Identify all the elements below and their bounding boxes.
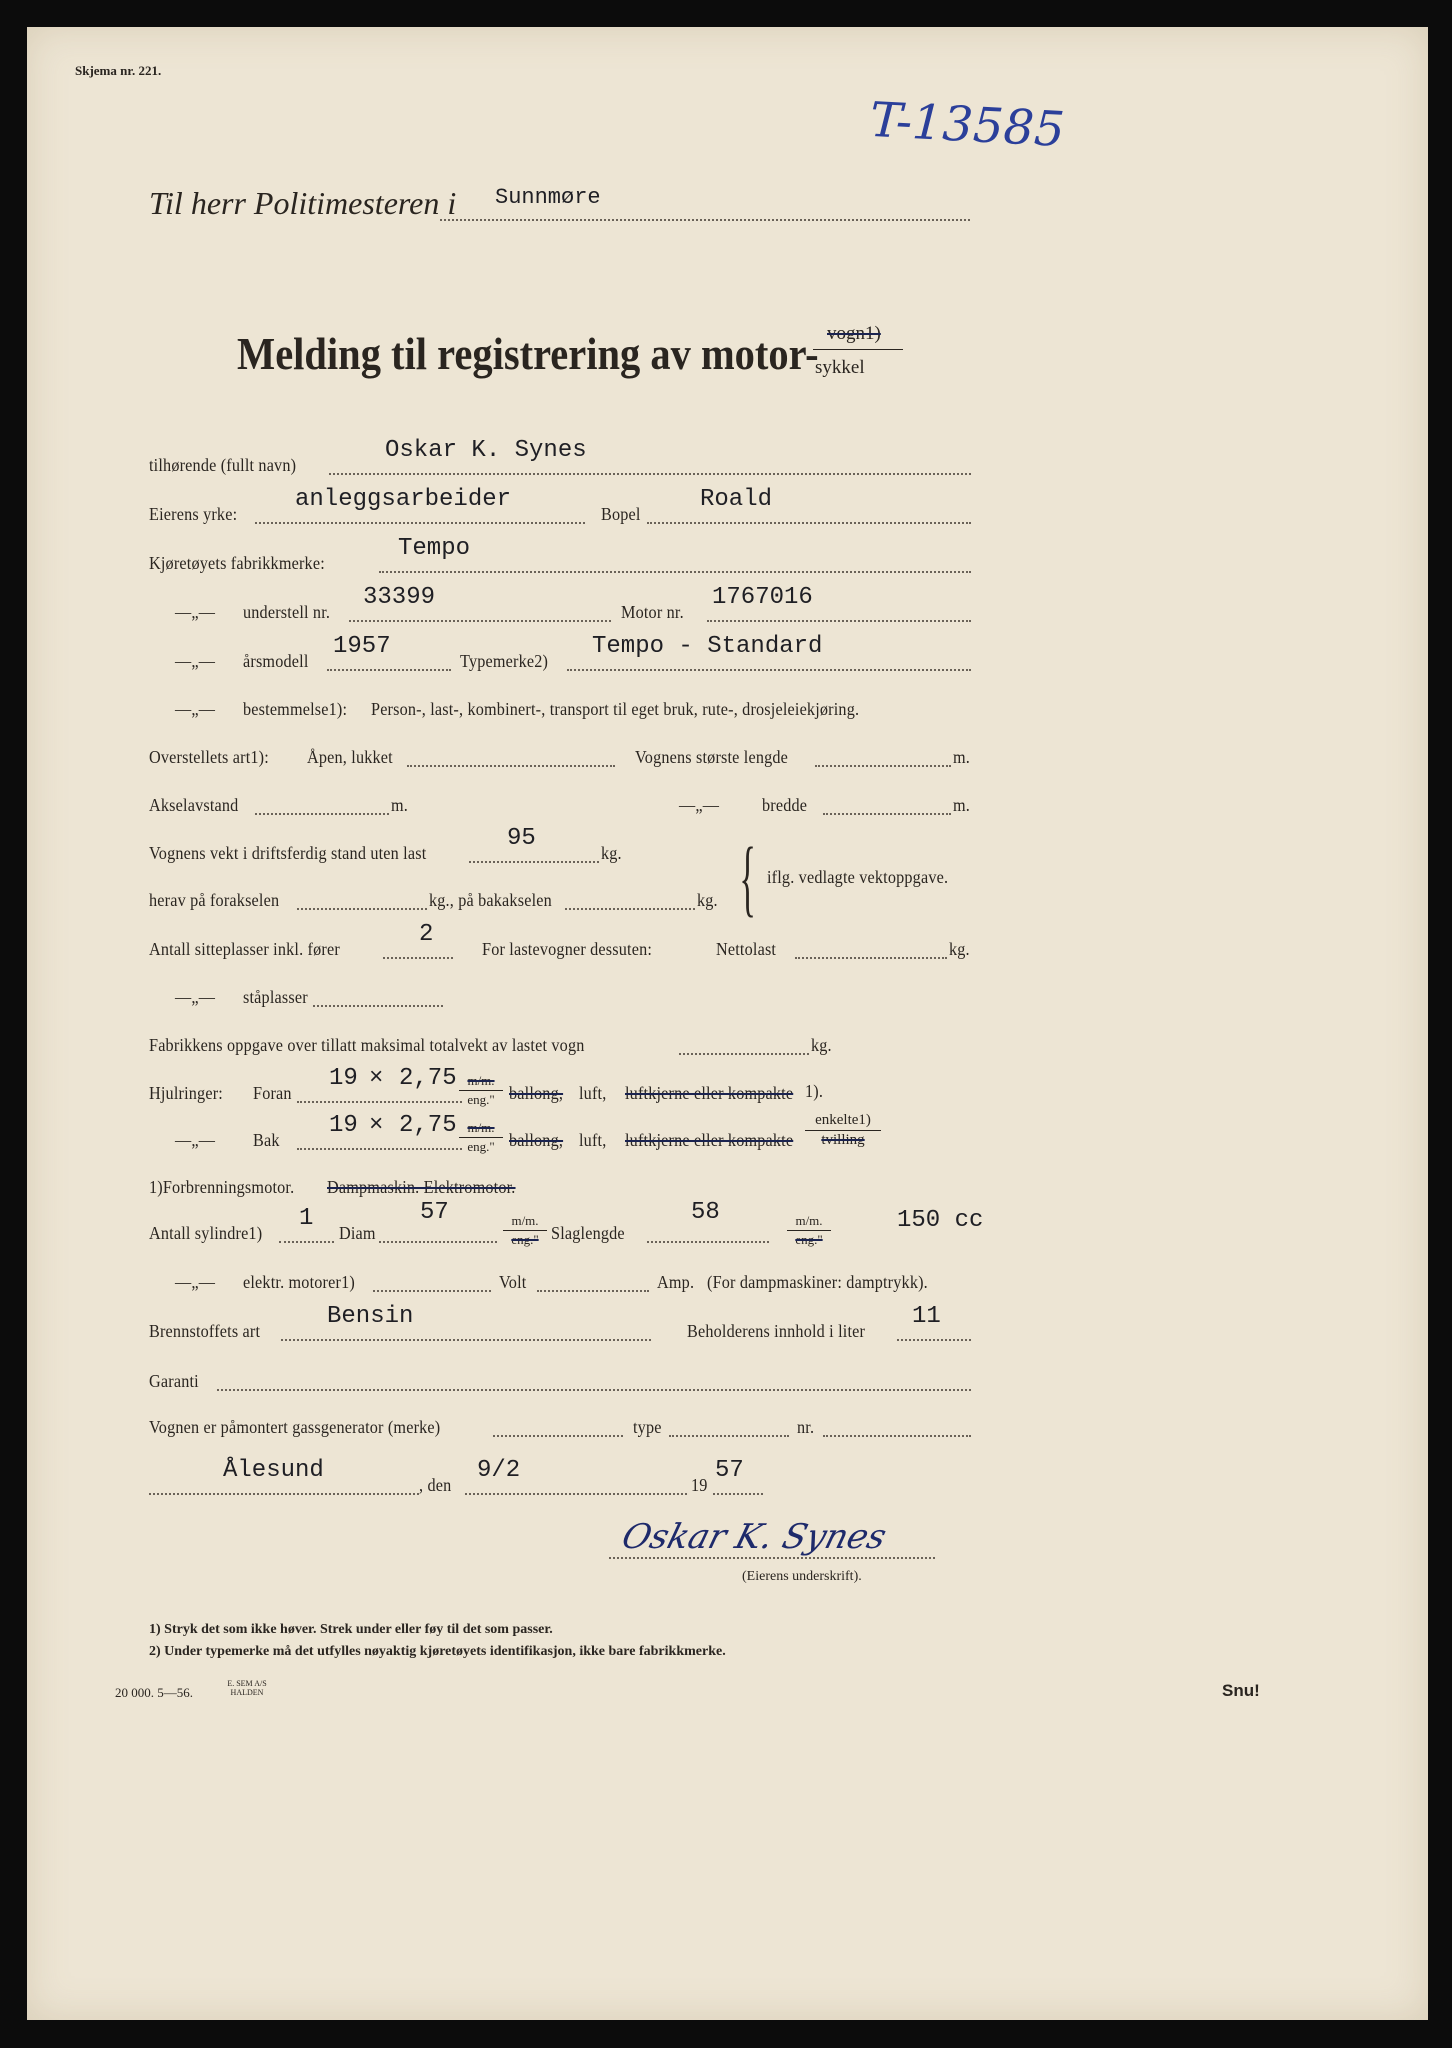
unit-kg: kg. [949,939,970,959]
purpose-options: Person-, last-, kombinert-, transport til eget bruk, rute-, drosjeleiekjøring. [371,699,860,719]
unit-fraction [459,1120,503,1155]
footnote-1: 1) Stryk det som ikke høver. Strek under eller føy til det som passer. [149,1622,553,1637]
owner-label: tilhørende (fullt navn) [149,455,297,475]
rear-label: Bak [253,1130,280,1150]
fuel-label: Brennstoffets art [149,1321,261,1341]
unit-mm: m/m. [467,1073,495,1088]
rear-axle-label: kg., på bakakselen [429,890,552,910]
rear-tire-rim: 19 [329,1112,358,1139]
chassis-label: understell nr. [243,602,331,622]
weight-label: Vognens vekt i driftsferdig stand uten last [149,843,427,863]
year-prefix: 19 [691,1475,708,1495]
model-year-value: 1957 [333,633,391,660]
max-weight-label: Fabrikkens oppgave over tillatt maksimal totalvekt av lastet vogn [149,1035,585,1055]
owner-name: Oskar K. Synes [385,437,587,464]
single-twin-fraction [805,1112,881,1149]
diameter-label: Diam [339,1223,376,1243]
cylinders-value: 1 [299,1205,314,1232]
unit-kg: kg. [601,843,622,863]
type-value: Tempo - Standard [592,633,823,660]
ditto-mark: —„— [679,795,720,815]
seats-value: 2 [419,921,434,948]
front-tire-rim: 19 [329,1065,358,1092]
make-label: Kjøretøyets fabrikkmerke: [149,553,325,573]
ditto-mark: —„— [175,1130,216,1150]
ditto-mark: —„— [175,602,216,622]
registration-form [27,27,1428,2020]
stroke-label: Slaglengde [551,1223,625,1243]
form-title: Melding til registrering av motor- [237,328,819,379]
gas-type-label: type [633,1417,662,1437]
steam-pressure-label: (For dampmaskiner: damptrykk). [707,1272,928,1292]
title-option-sykkel: sykkel [815,357,865,378]
wheelbase-label: Akselavstand [149,795,239,815]
seats-label: Antall sitteplasser inkl. fører [149,939,340,959]
addressee-label: Til herr Politimesteren i [149,185,457,221]
type-label: Typemerke2) [460,651,549,671]
engine-type-combustion: 1)Forbrenningsmotor. [149,1177,295,1197]
tank-capacity-value: 11 [912,1303,941,1330]
tire-option-kompakte: luftkjerne eller kompakte [625,1083,794,1103]
chassis-value: 33399 [363,584,436,611]
footnote-2: 2) Under typemerke må det utfylles nøyaktig kjøretøyets identifikasjon, ikke bare fabrikkmerke. [149,1644,726,1659]
ditto-mark: —„— [175,651,216,671]
tire-option-kompakte: luftkjerne eller kompakte [625,1130,794,1150]
brace: { [739,829,756,925]
times-sign: × [369,1112,384,1139]
motor-value: 1767016 [712,584,813,611]
reference-number: T-13585 [868,91,1067,159]
unit-kg: kg. [697,890,718,910]
print-info: 20 000. 5—56. [115,1685,193,1700]
unit-fraction [503,1213,547,1248]
volt-label: Volt [499,1272,527,1292]
residence-value: Roald [700,486,773,513]
make-value: Tempo [398,535,471,562]
unit-eng: eng." [511,1232,539,1247]
body-options: Åpen, lukket [307,747,393,767]
times-sign: × [369,1065,384,1092]
tank-capacity-label: Beholderens innhold i liter [687,1321,866,1341]
displacement-value: 150 cc [897,1207,984,1234]
diameter-value: 57 [420,1199,449,1226]
unit-mm: m/m. [467,1120,495,1135]
front-label: Foran [253,1083,292,1103]
gas-nr-label: nr. [797,1417,815,1437]
width-label: bredde [762,795,808,815]
unit-eng: eng." [795,1232,823,1247]
motor-label: Motor nr. [621,602,684,622]
length-label: Vognens største lengde [635,747,789,767]
date-value: 9/2 [477,1457,521,1484]
tire-option-luft: luft, [579,1130,607,1150]
turn-over-note: Snu! [1222,1681,1260,1700]
occupation-label: Eierens yrke: [149,504,238,524]
year-value: 57 [715,1457,744,1484]
ditto-mark: —„— [175,699,216,719]
net-load-label: Nettolast [716,939,777,959]
tires-label: Hjulringer: [149,1083,223,1103]
ditto-mark: —„— [175,1272,216,1292]
title-option-vogn: vogn1) [827,323,881,344]
twin-option: tvilling [821,1132,865,1148]
standing-label: ståplasser [243,987,308,1007]
fuel-value: Bensin [327,1303,414,1330]
unit-m: m. [953,795,971,815]
electric-motors-label: elektr. motorer1) [243,1272,355,1292]
occupation-value: anleggsarbeider [295,486,512,513]
warranty-label: Garanti [149,1371,199,1391]
tire-footnote: 1). [805,1081,824,1101]
tire-option-luft: luft, [579,1083,607,1103]
engine-type-struck: Dampmaskin. Elektromotor. [327,1177,516,1197]
unit-mm: m/m. [795,1213,823,1228]
model-year-label: årsmodell [243,651,309,671]
form-number: Skjema nr. 221. [75,63,162,78]
weight-value: 95 [507,825,536,852]
signature-label: (Eierens underskrift). [742,1569,862,1584]
single-option: enkelte1) [815,1112,871,1128]
unit-m: m. [391,795,409,815]
unit-fraction [459,1073,503,1108]
residence-label: Bopel [601,504,641,524]
unit-kg: kg. [811,1035,832,1055]
front-axle-label: herav på forakselen [149,890,280,910]
gas-generator-label: Vognen er påmontert gassgenerator (merke) [149,1417,441,1437]
tire-option-ballong: ballong, [509,1130,564,1150]
unit-mm: m/m. [511,1213,539,1228]
purpose-label: bestemmelse1): [243,699,348,719]
front-tire-width: 2,75 [399,1065,457,1092]
printer-info: E. SEM A/S HALDEN [227,1679,267,1697]
unit-fraction [787,1213,831,1248]
rear-tire-width: 2,75 [399,1112,457,1139]
tire-option-ballong: ballong, [509,1083,564,1103]
body-label: Overstellets art1): [149,747,269,767]
date-label: , den [419,1475,452,1495]
ditto-mark: —„— [175,987,216,1007]
cylinders-label: Antall sylindre1) [149,1223,263,1243]
stroke-value: 58 [691,1199,720,1226]
police-district: Sunnmøre [495,185,601,210]
owner-signature: Oskar K. Synes [617,1517,891,1557]
unit-eng: eng." [467,1092,495,1107]
unit-eng: eng." [467,1139,495,1154]
amp-label: Amp. [657,1272,695,1292]
truck-label: For lastevogner dessuten: [482,939,653,959]
place-value: Ålesund [223,1457,324,1484]
unit-m: m. [953,747,971,767]
weight-note: iflg. vedlagte vektoppgave. [767,867,949,887]
